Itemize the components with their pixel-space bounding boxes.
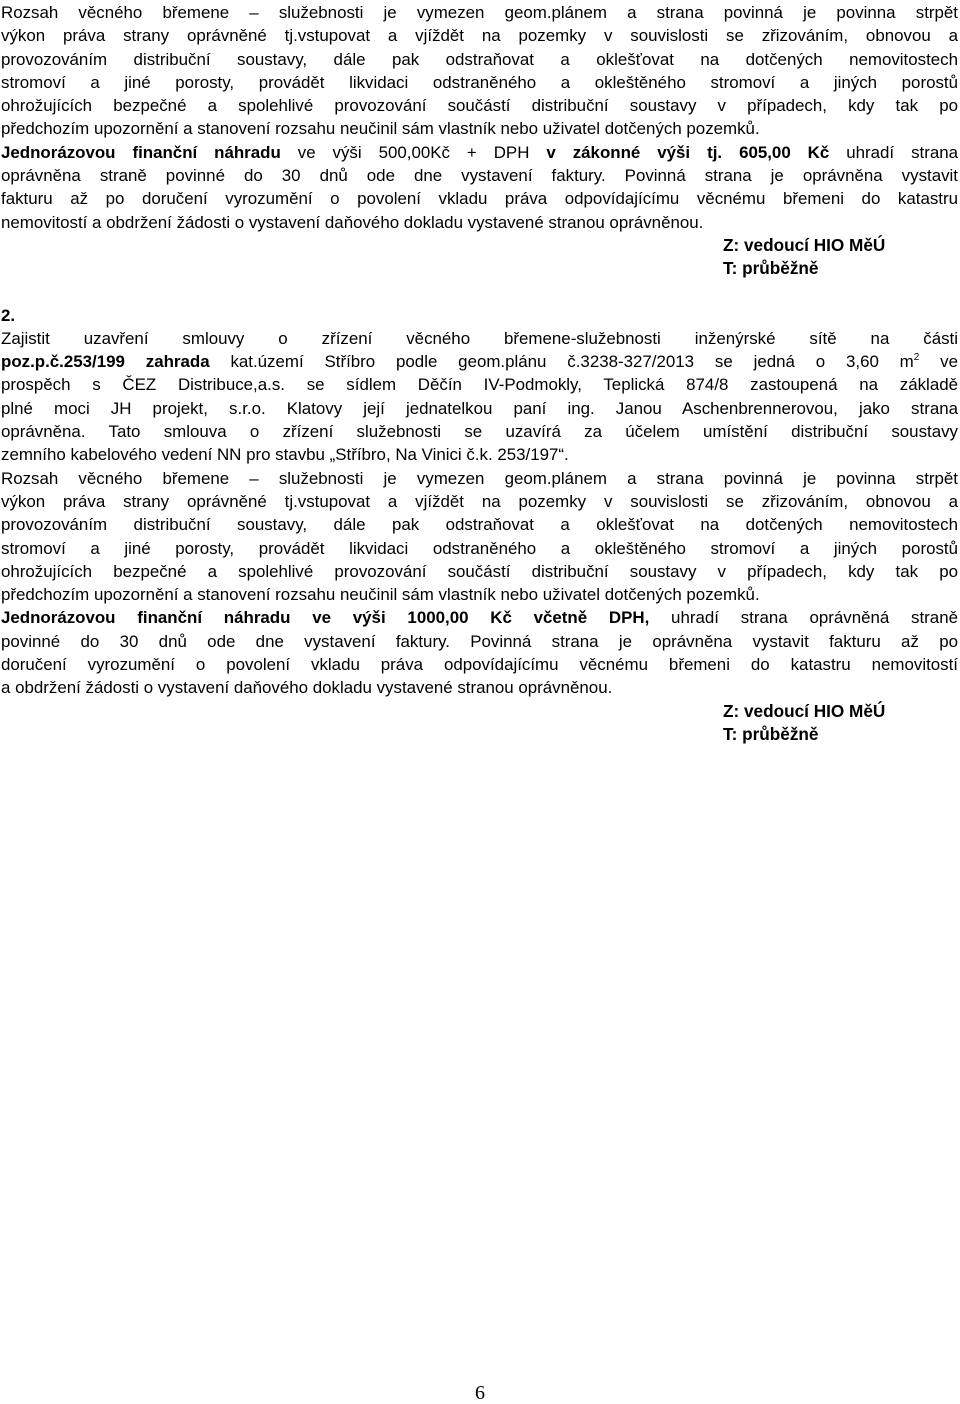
parcel-designation: poz.p.č.253/199 zahrada <box>1 352 210 372</box>
text-line: ohrožujících bezpečné a spolehlivé provozování součástí distribuční soustavy v případech, kdy tak po <box>1 96 958 116</box>
text-line: zemního kabelového vedení NN pro stavbu „Stříbro, Na Vinici č.k. 253/197“. <box>1 445 569 465</box>
text-line: doručení vyrozumění o povolení vkladu práva odpovídajícímu věcnému břemeni do katastru nemovitostí <box>1 655 958 675</box>
text-line: povinné do 30 dnů ode dne vystavení faktury. Povinná strana je oprávněna vystavit fakturu až po <box>1 631 958 651</box>
text-line: fakturu až po doručení vyrozumění o povolení vkladu práva odpovídajícímu věcnému břemeni do katastru <box>1 189 958 209</box>
deadline: T: průběžně <box>723 258 819 279</box>
responsible-person: Z: vedoucí HIO MěÚ <box>723 700 886 721</box>
text-line: oprávněna straně povinné do 30 dnů ode dne vystavení faktury. Povinná strana je oprávněna vystavit <box>1 166 958 186</box>
item-number: 2. <box>1 305 16 325</box>
payment-text: uhradí strana oprávněná straně <box>649 608 958 628</box>
text-line: oprávněna. Tato smlouva o zřízení služebnosti se uzavírá za účelem umístění distribuční soustavy <box>1 422 958 442</box>
text-line <box>1 606 958 629</box>
text-line: ohrožujících bezpečné a spolehlivé provozování součástí distribuční soustavy v případech, kdy tak po <box>1 561 958 581</box>
text-line: a obdržení žádosti o vystavení daňového dokladu vystavené stranou oprávněnou. <box>1 678 613 698</box>
text-line: Rozsah věcného břemene – služebnosti je vymezen geom.plánem a strana povinná je povinna strpět <box>1 468 958 488</box>
page-number: 6 <box>475 1382 485 1404</box>
payment-text: ve výši 500,00Kč + DPH <box>280 142 547 162</box>
text-line: výkon práva strany oprávněné tj.vstupovat a vjíždět na pozemky v souvislosti se zřizováním, obnovou a <box>1 26 958 46</box>
item2-scope-paragraph <box>1 467 958 607</box>
text-line <box>1 141 958 164</box>
text-line: provozováním distribuční soustavy, dále pak odstraňovat a oklešťovat na dotčených nemovitostech <box>1 49 958 69</box>
item1-payment-paragraph <box>1 141 958 234</box>
text-line: výkon práva strany oprávněné tj.vstupovat a vjíždět na pozemky v souvislosti se zřizováním, obnovou a <box>1 491 958 511</box>
text-line: předchozím upozornění a stanovení rozsahu neučinil sám vlastník nebo uživatel dotčených pozemků. <box>1 585 760 605</box>
payment-label: Jednorázovou finanční náhradu <box>1 142 281 162</box>
text-line: prospěch s ČEZ Distribuce,a.s. se sídlem Děčín IV-Podmokly, Teplická 874/8 zastoupená na základě <box>1 375 958 395</box>
text-line: stromoví a jiné porosty, provádět likvidaci odstraněného a okleštěného stromoví a jiných porostů <box>1 72 958 92</box>
item2-intro-paragraph <box>1 327 958 467</box>
text-line <box>1 350 958 373</box>
text-line: provozováním distribuční soustavy, dále pak odstraňovat a oklešťovat na dotčených nemovitostech <box>1 515 958 535</box>
payment-label: Jednorázovou finanční náhradu ve výši 1000,00 Kč včetně DPH, <box>1 608 650 628</box>
text-line: předchozím upozornění a stanovení rozsahu neučinil sám vlastník nebo uživatel dotčených pozemků. <box>1 119 760 139</box>
text-line: Rozsah věcného břemene – služebnosti je vymezen geom.plánem a strana povinná je povinna strpět <box>1 3 958 22</box>
text-line: stromoví a jiné porosty, provádět likvidaci odstraněného a okleštěného stromoví a jiných porostů <box>1 538 958 558</box>
text-line: Zajistit uzavření smlouvy o zřízení věcného břemene-služebnosti inženýrské sítě na části <box>1 328 958 348</box>
item2-payment-paragraph <box>1 606 958 699</box>
item1-scope-paragraph <box>1 1 958 141</box>
text-line: plné moci JH projekt, s.r.o. Klatovy její jednatelkou paní ing. Janou Aschenbrennerovou, jako strana <box>1 398 958 418</box>
responsible-person: Z: vedoucí HIO MěÚ <box>723 234 886 255</box>
payment-tax-label: v zákonné výši tj. <box>546 142 723 162</box>
deadline: T: průběžně <box>723 723 819 744</box>
payment-amount: 605,00 Kč <box>739 142 830 162</box>
area-exponent: 2 <box>913 352 920 364</box>
payment-text: uhradí strana <box>829 142 959 162</box>
item2-responsibility <box>723 700 953 747</box>
parcel-text: kat.území Stříbro podle geom.plánu č.3238-327/2013 se jedná o 3,60 m <box>209 352 914 372</box>
spacer-text <box>722 143 739 162</box>
item1-responsibility <box>723 234 953 281</box>
text-line: nemovitostí a obdržení žádosti o vystavení daňového dokladu vystavené stranou oprávněnou. <box>1 212 704 232</box>
parcel-text: ve <box>919 352 959 372</box>
